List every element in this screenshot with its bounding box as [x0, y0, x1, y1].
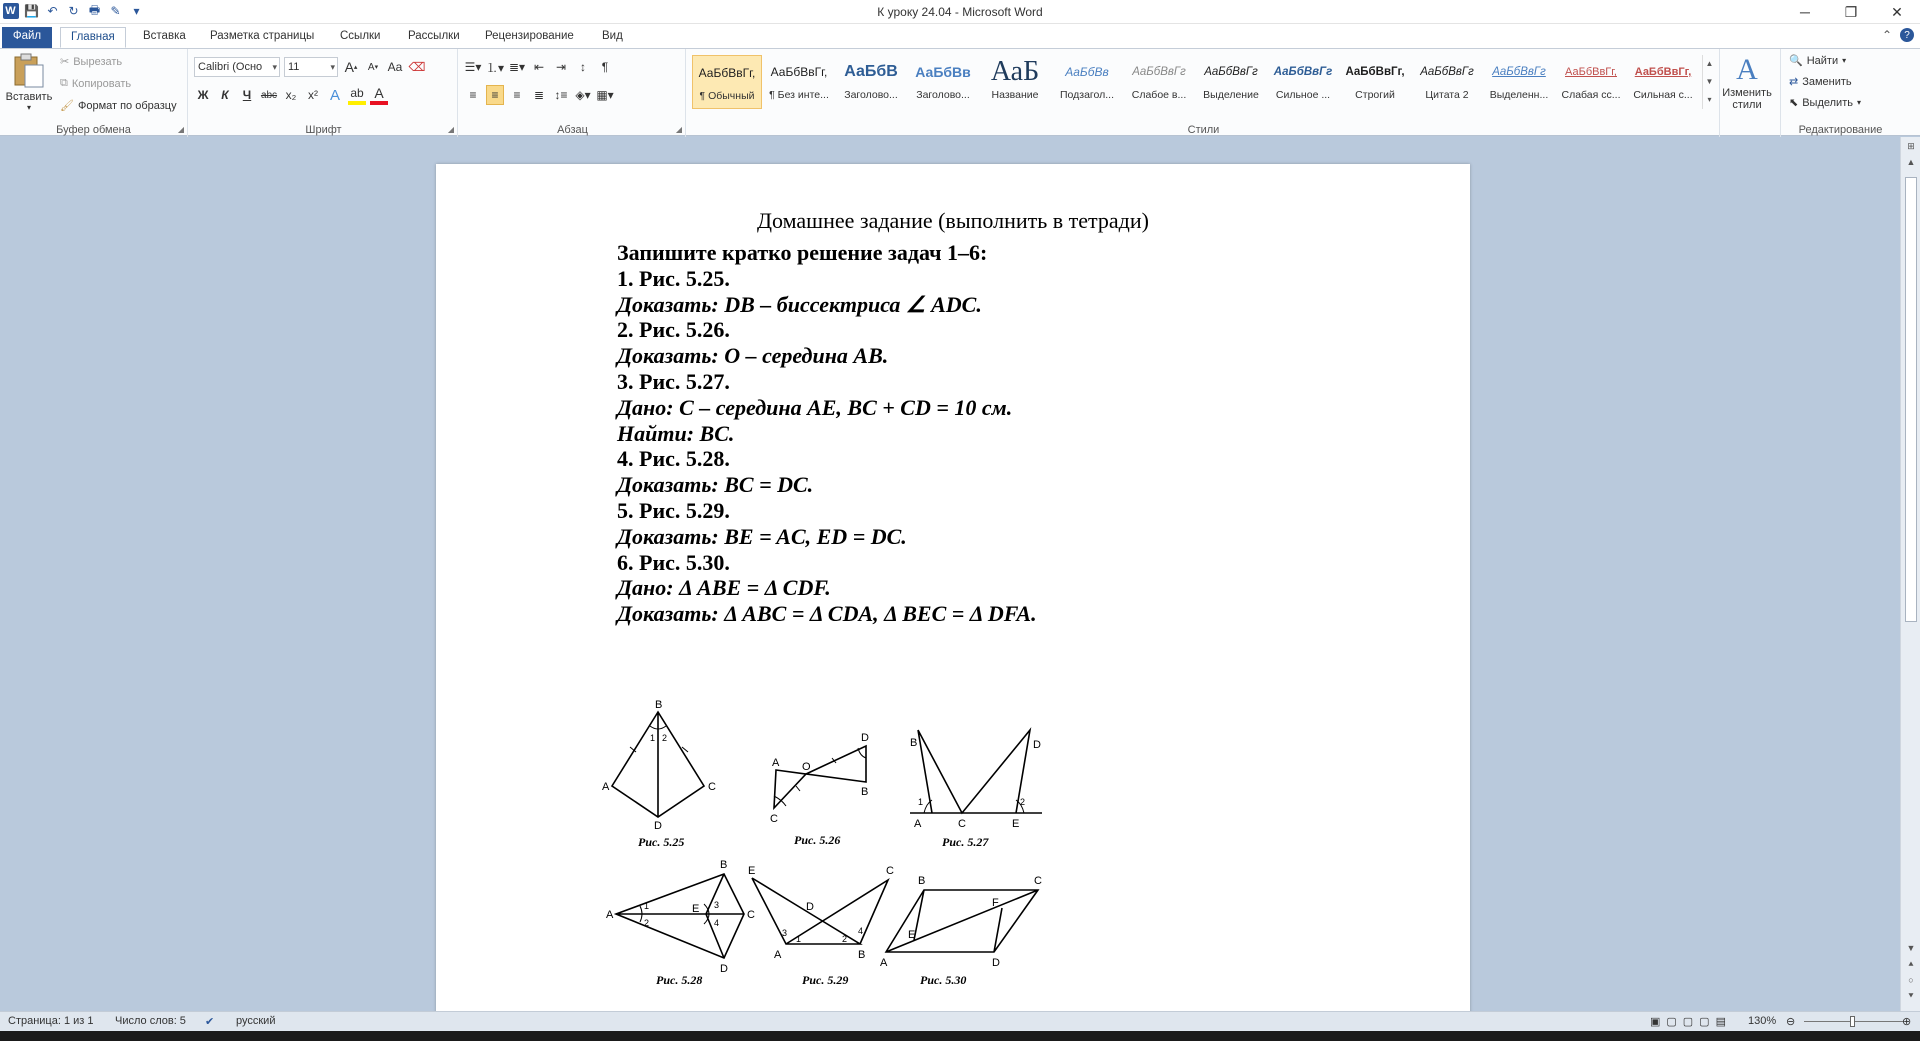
- font-launcher-icon[interactable]: ◢: [447, 125, 454, 134]
- svg-text:D: D: [861, 732, 869, 744]
- zoom-level[interactable]: 130%: [1748, 1015, 1777, 1027]
- svg-text:E: E: [692, 903, 700, 915]
- svg-text:E: E: [748, 865, 756, 877]
- task-line: 6. Рис. 5.30.: [617, 549, 730, 575]
- copy-icon: ⧉: [60, 77, 68, 89]
- scroll-up-icon[interactable]: ▲: [1906, 157, 1916, 167]
- svg-text:2: 2: [1020, 797, 1026, 807]
- word-count[interactable]: Число слов: 5: [115, 1015, 186, 1027]
- svg-text:4: 4: [858, 926, 864, 936]
- increase-indent-icon[interactable]: ⇥: [556, 60, 567, 74]
- figure-5-28: [606, 859, 755, 975]
- style-subtle-reference[interactable]: АаБбВвГг, Слабая сс...: [1561, 66, 1621, 101]
- svg-text:D: D: [720, 963, 728, 975]
- svg-text:4: 4: [714, 918, 720, 928]
- caption-5-27: Рис. 5.27: [942, 835, 989, 849]
- svg-text:3: 3: [782, 928, 788, 938]
- task-line: Дано: Δ ABE = Δ CDF.: [617, 575, 831, 601]
- scroll-down-icon[interactable]: ▼: [1906, 943, 1916, 953]
- line-spacing-icon[interactable]: ↕≡: [554, 88, 568, 102]
- svg-text:A: A: [602, 781, 610, 793]
- zoom-in-icon[interactable]: ⊕: [1902, 1016, 1912, 1028]
- task-line: 5. Рис. 5.29.: [617, 497, 730, 523]
- print-icon[interactable]: 🖶: [88, 2, 101, 17]
- format-painter-button[interactable]: [60, 99, 177, 112]
- page-count[interactable]: Страница: 1 из 1: [8, 1015, 94, 1027]
- replace-label: Заменить: [1802, 75, 1852, 88]
- task-line: 1. Рис. 5.25.: [617, 265, 730, 291]
- styles-scroll-icon[interactable]: ▲ ▼ ▾: [1702, 55, 1716, 109]
- cut-label: Вырезать: [73, 55, 123, 68]
- superscript-button[interactable]: x²: [308, 88, 318, 102]
- tab-home[interactable]: Главная: [60, 27, 126, 48]
- maximize-button[interactable]: ❐: [1844, 3, 1858, 20]
- edit-icon[interactable]: ✎: [110, 4, 121, 18]
- align-right-icon[interactable]: ≡: [513, 88, 521, 102]
- svg-text:C: C: [708, 781, 716, 793]
- style-heading-2[interactable]: АаБбВв Заголово...: [915, 64, 971, 101]
- browse-object-icon[interactable]: ○: [1908, 975, 1914, 985]
- tab-mailings[interactable]: Рассылки: [408, 30, 460, 42]
- align-center-icon[interactable]: ≡: [486, 85, 504, 105]
- svg-text:F: F: [992, 897, 999, 909]
- tab-review[interactable]: Рецензирование: [485, 30, 574, 42]
- tab-file[interactable]: Файл: [2, 27, 52, 48]
- status-bar: [0, 1011, 1920, 1031]
- svg-text:D: D: [992, 957, 1000, 969]
- view-buttons-icon[interactable]: ▣▢▢▢▤: [1650, 1016, 1732, 1028]
- clear-format-icon[interactable]: ⌫: [408, 60, 426, 74]
- editing-group: [1780, 49, 1900, 137]
- subscript-button[interactable]: x₂: [285, 88, 297, 102]
- svg-text:C: C: [1034, 875, 1042, 887]
- svg-text:C: C: [747, 909, 755, 921]
- figure-5-26: [770, 732, 869, 825]
- svg-text:E: E: [1012, 818, 1020, 830]
- brush-icon: 🖌: [60, 100, 74, 112]
- svg-text:C: C: [886, 865, 894, 877]
- cut-button[interactable]: [60, 55, 122, 68]
- paragraph-group: [460, 49, 686, 137]
- task-line: Доказать: DB – биссектриса ∠ ADC.: [617, 291, 982, 317]
- scroll-thumb[interactable]: [1905, 177, 1917, 622]
- select-label: Выделить: [1802, 96, 1853, 109]
- style-heading-1[interactable]: АаБбВ Заголово...: [844, 63, 898, 101]
- caption-5-30: Рис. 5.30: [920, 973, 967, 987]
- figure-5-27: [910, 730, 1042, 830]
- title-bar: [0, 0, 1920, 24]
- style-title[interactable]: АаБ Название: [990, 56, 1040, 101]
- task-line: 3. Рис. 5.27.: [617, 368, 730, 394]
- task-line: Доказать: O – середина AB.: [617, 343, 889, 369]
- figure-5-25: [602, 699, 716, 832]
- font-group-label: Шрифт: [305, 124, 342, 136]
- caption-5-26: Рис. 5.26: [794, 833, 841, 847]
- grow-font-button[interactable]: A ▴: [344, 59, 358, 75]
- svg-text:A: A: [772, 757, 780, 769]
- document-page[interactable]: [436, 164, 1470, 1011]
- decrease-indent-icon[interactable]: ⇤: [534, 60, 545, 74]
- figure-5-30: [880, 875, 1042, 969]
- svg-text:1: 1: [918, 797, 924, 807]
- svg-text:2: 2: [842, 934, 848, 944]
- cursor-icon: ⬉: [1789, 97, 1799, 109]
- task-line: Доказать: Δ ABC = Δ CDA, Δ BEC = Δ DFA.: [617, 601, 1037, 627]
- undo-icon[interactable]: ↶: [47, 4, 58, 18]
- svg-text:1: 1: [650, 733, 656, 743]
- help-icon[interactable]: ?: [1900, 28, 1914, 42]
- format-painter-label: Формат по образцу: [77, 99, 177, 112]
- task-line: Найти: BC.: [617, 420, 735, 446]
- task-line: 4. Рис. 5.28.: [617, 446, 730, 472]
- task-line: Доказать: BE = AC, ED = DC.: [617, 523, 907, 549]
- caption-5-29: Рис. 5.29: [802, 973, 849, 987]
- svg-text:2: 2: [644, 918, 650, 928]
- svg-text:A: A: [606, 909, 614, 921]
- font-color-icon[interactable]: A: [370, 85, 388, 105]
- paste-icon: [12, 53, 46, 91]
- clipboard-label: Буфер обмена: [56, 124, 131, 136]
- zoom-out-icon[interactable]: ⊖: [1786, 1016, 1796, 1028]
- caption-5-25: Рис. 5.25: [638, 835, 685, 849]
- copy-label: Копировать: [71, 77, 132, 90]
- borders-icon[interactable]: ▦▾: [596, 88, 614, 102]
- svg-text:C: C: [958, 818, 966, 830]
- svg-text:B: B: [910, 737, 918, 749]
- svg-text:O: O: [802, 761, 811, 773]
- find-label: Найти: [1806, 54, 1839, 67]
- style-emphasis[interactable]: АаБбВвГг Выделение: [1203, 66, 1259, 101]
- minimize-button[interactable]: ─: [1800, 4, 1810, 20]
- page-title: Домашнее задание (выполнить в тетради): [757, 208, 1149, 233]
- svg-text:B: B: [858, 949, 866, 961]
- svg-text:1: 1: [644, 901, 650, 911]
- svg-text:D: D: [1033, 739, 1041, 751]
- ruler-toggle-icon[interactable]: ⊞: [1907, 141, 1915, 151]
- show-marks-button[interactable]: ¶: [601, 60, 609, 74]
- document-canvas: [0, 137, 1900, 1011]
- paste-label: Вставить: [5, 91, 53, 103]
- task-line: 2. Рис. 5.26.: [617, 317, 730, 343]
- font-name-combo[interactable]: Calibri (Осно ▾: [194, 57, 280, 77]
- zoom-slider-thumb[interactable]: [1850, 1016, 1855, 1027]
- spellcheck-icon[interactable]: ✔: [205, 1016, 215, 1028]
- select-button[interactable]: ⬉ Выделить ▾: [1789, 96, 1861, 109]
- svg-text:2: 2: [662, 733, 668, 743]
- collapse-ribbon-icon[interactable]: ⌃: [1881, 28, 1892, 42]
- bold-button[interactable]: Ж: [197, 88, 209, 102]
- svg-text:3: 3: [714, 900, 720, 910]
- find-button[interactable]: 🔍 Найти ▾: [1789, 54, 1847, 67]
- style-intense-reference[interactable]: АаБбВвГг, Сильная с...: [1633, 66, 1693, 101]
- language[interactable]: русский: [236, 1015, 276, 1027]
- svg-text:B: B: [720, 859, 728, 871]
- redo-icon[interactable]: ↻: [68, 4, 79, 18]
- svg-text:A: A: [880, 957, 888, 969]
- editing-group-label: Редактирование: [1798, 124, 1883, 136]
- change-styles-label: Изменить стили: [1722, 87, 1772, 111]
- replace-icon: ⇄: [1789, 76, 1799, 88]
- change-styles-icon: A: [1736, 53, 1758, 86]
- copy-button[interactable]: [60, 77, 131, 90]
- change-styles-button[interactable]: [1718, 53, 1776, 111]
- svg-text:C: C: [770, 813, 778, 825]
- svg-text:A: A: [774, 949, 782, 961]
- sort-icon[interactable]: ↕: [580, 60, 587, 74]
- clipboard-group: [0, 49, 188, 137]
- vertical-scrollbar[interactable]: [1900, 137, 1920, 1011]
- svg-text:1: 1: [796, 934, 802, 944]
- paste-button[interactable]: Вставить ▾: [4, 53, 54, 112]
- align-left-icon[interactable]: ≡: [469, 88, 477, 102]
- word-app-icon[interactable]: W: [2, 2, 19, 20]
- highlight-color-icon[interactable]: ab: [348, 85, 366, 105]
- style-intense-emphasis[interactable]: АаБбВвГг Сильное ...: [1273, 66, 1333, 101]
- shrink-font-button[interactable]: A ▾: [367, 61, 379, 73]
- style-subtitle[interactable]: АаБбВв Подзагол...: [1059, 65, 1115, 101]
- styles-group: [688, 49, 1720, 137]
- style-quote-2[interactable]: АаБбВвГг Цитата 2: [1420, 66, 1474, 101]
- strikethrough-button[interactable]: abc: [260, 89, 278, 101]
- close-button[interactable]: ✕: [1891, 3, 1903, 20]
- style-no-spacing[interactable]: АаБбВвГг, ¶ Без инте...: [769, 65, 829, 101]
- bullets-icon[interactable]: ☰▾: [464, 60, 482, 74]
- customize-qat-icon[interactable]: ▾: [133, 4, 140, 18]
- task-line: Запишите кратко решение задач 1–6:: [617, 240, 988, 265]
- multilevel-list-icon[interactable]: ≣▾: [508, 60, 526, 74]
- save-icon[interactable]: 💾: [24, 4, 39, 18]
- task-line: Доказать: BC = DC.: [617, 472, 814, 498]
- binoculars-icon: 🔍: [1789, 55, 1803, 67]
- window-title: К уроку 24.04 - Microsoft Word: [877, 5, 1043, 19]
- svg-text:A: A: [914, 818, 922, 830]
- scissors-icon: ✂: [60, 56, 70, 68]
- svg-text:D: D: [806, 901, 814, 913]
- tab-references[interactable]: Ссылки: [340, 30, 381, 42]
- font-group: [190, 49, 458, 137]
- quick-access-toolbar: [2, 2, 145, 20]
- italic-button[interactable]: К: [221, 88, 229, 102]
- svg-text:D: D: [654, 820, 662, 832]
- svg-text:B: B: [861, 786, 869, 798]
- justify-icon[interactable]: ≣: [533, 88, 545, 102]
- svg-text:B: B: [655, 699, 663, 711]
- paragraph-launcher-icon[interactable]: ◢: [675, 125, 682, 134]
- task-line: Дано: C – середина AE, BC + CD = 10 см.: [617, 394, 1013, 420]
- taskbar-edge: [0, 1031, 1920, 1041]
- ribbon-tabs: [0, 24, 1920, 48]
- caption-5-28: Рис. 5.28: [656, 973, 703, 987]
- font-size-combo[interactable]: 11 ▾: [284, 57, 338, 77]
- styles-group-label: Стили: [1187, 124, 1220, 136]
- style-normal[interactable]: АаБбВвГг, ¶ Обычный: [692, 55, 762, 109]
- text-effects-icon[interactable]: A: [329, 86, 340, 104]
- next-page-icon[interactable]: ⯆: [1907, 991, 1915, 1001]
- clipboard-launcher-icon[interactable]: ◢: [177, 125, 184, 134]
- prev-page-icon[interactable]: ⯅: [1907, 959, 1915, 969]
- style-subtle-emphasis[interactable]: АаБбВвГг Слабое в...: [1131, 66, 1187, 101]
- style-intense-quote[interactable]: АаБбВвГг Выделенн...: [1489, 66, 1549, 101]
- replace-button[interactable]: [1789, 75, 1852, 88]
- svg-text:B: B: [918, 875, 926, 887]
- geometry-figures: [596, 696, 1116, 1011]
- paragraph-group-label: Абзац: [557, 124, 588, 136]
- svg-text:E: E: [908, 929, 916, 941]
- numbering-icon[interactable]: ⒈▾: [486, 60, 505, 75]
- change-case-button[interactable]: Aa: [387, 60, 403, 74]
- tab-insert[interactable]: Вставка: [143, 30, 186, 42]
- underline-button[interactable]: Ч: [242, 88, 252, 102]
- shading-icon[interactable]: ◈▾: [575, 88, 591, 102]
- style-strong[interactable]: АаБбВвГг, Строгий: [1345, 66, 1405, 101]
- tab-view[interactable]: Вид: [602, 30, 623, 42]
- figure-5-29: [748, 865, 894, 961]
- ribbon: [0, 48, 1920, 136]
- task-list: [617, 240, 1037, 627]
- tab-page-layout[interactable]: Разметка страницы: [210, 30, 315, 42]
